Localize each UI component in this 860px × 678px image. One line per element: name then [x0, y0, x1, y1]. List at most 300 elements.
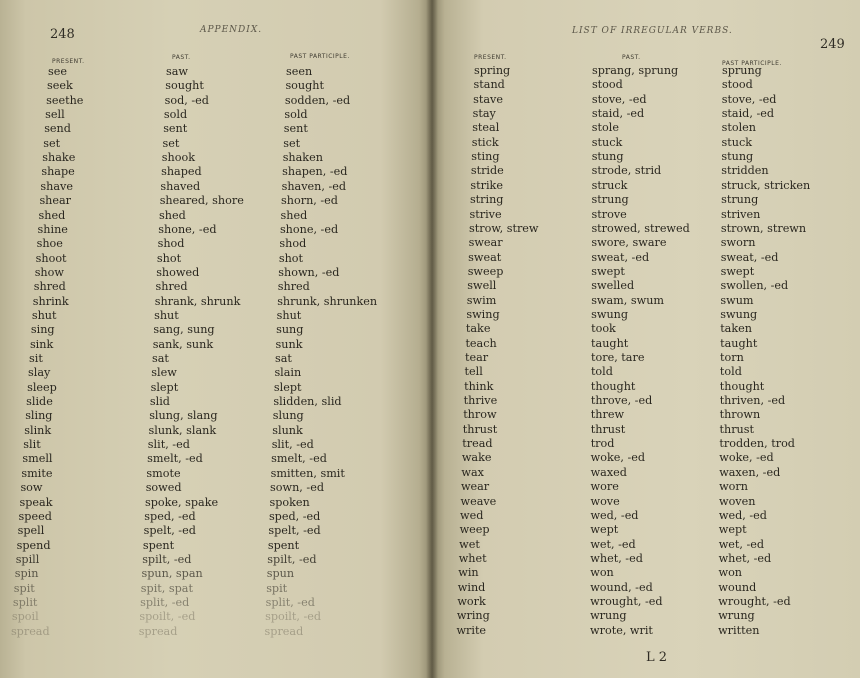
verb-cell-present: shoot	[35, 251, 67, 265]
verb-cell-present: strive	[469, 207, 502, 221]
verb-cell-present: stave	[473, 92, 503, 106]
verb-cell-past-participle: slidden, slid	[273, 395, 342, 409]
verb-cell-past: shod	[157, 237, 185, 251]
verb-cell-past: set	[162, 136, 180, 150]
verb-cell-past: wrought, -ed	[590, 594, 663, 608]
verb-cell-present: spend	[16, 538, 51, 552]
verb-cell-past: shaped	[161, 165, 202, 179]
verb-cell-past-participle: shred	[277, 280, 310, 294]
verb-cell-past-participle: spelt, -ed	[268, 524, 321, 538]
verb-cell-past: told	[590, 365, 613, 379]
verb-cell-past: won	[590, 566, 614, 580]
verb-cell-past-participle: taught	[720, 336, 758, 350]
verb-cell-past-participle: slept	[273, 380, 302, 394]
verb-cell-past: wore	[590, 480, 619, 494]
verb-cell-past: taught	[591, 336, 629, 350]
verb-cell-past-participle: shrunk, shrunken	[277, 294, 378, 308]
verb-row	[0, 180, 432, 194]
verb-cell-present: set	[43, 136, 61, 150]
verb-cell-past-participle: shod	[279, 237, 307, 251]
verb-cell-present: spread	[10, 624, 50, 638]
page-number-right: 249	[820, 37, 845, 52]
verb-cell-past-participle: thriven, -ed	[719, 394, 786, 408]
verb-cell-past: spelt, -ed	[143, 524, 196, 538]
verb-cell-present: shrink	[32, 294, 69, 308]
verb-row	[432, 509, 860, 523]
verb-row	[432, 121, 860, 135]
verb-cell-past: strung	[591, 193, 629, 207]
verb-cell-past-participle: stuck	[721, 135, 752, 149]
verb-cell-past-participle: struck, stricken	[721, 178, 811, 192]
verb-cell-present: tear	[465, 351, 489, 364]
verb-cell-past-participle: staid, -ed	[721, 107, 775, 121]
verb-cell-present: strow, strew	[469, 221, 539, 235]
verb-row	[432, 164, 860, 178]
verb-cell-present: swing	[466, 307, 500, 321]
verb-cell-past-participle: woven	[719, 494, 756, 508]
verb-cell-past: wed, -ed	[590, 508, 639, 522]
verb-cell-past: stove, -ed	[591, 92, 647, 106]
verb-cell-past: sold	[163, 108, 188, 122]
verb-cell-past: wrote, writ	[590, 623, 653, 637]
verb-row	[0, 467, 432, 481]
verb-cell-past-participle: thrown	[719, 408, 761, 422]
verb-cell-past-participle: sprung	[722, 64, 762, 77]
verb-row	[0, 137, 432, 151]
verb-cell-past-participle: written	[718, 623, 760, 637]
verb-cell-past: sheared, shore	[159, 194, 244, 208]
verb-cell-past: sang, sung	[153, 323, 215, 337]
verb-cell-past-participle: spread	[264, 624, 304, 638]
verb-row	[0, 209, 432, 223]
verb-cell-past-participle: spilt, -ed	[267, 552, 317, 566]
verb-row	[0, 165, 432, 179]
verb-row	[0, 352, 432, 366]
verb-cell-past-participle: sped, -ed	[268, 509, 321, 523]
verb-cell-past: sought	[165, 79, 204, 93]
verb-cell-present: seek	[47, 79, 73, 93]
verb-cell-present: stride	[470, 164, 504, 178]
verb-cell-present: thrust	[462, 422, 498, 436]
verb-cell-past-participle: smelt, -ed	[271, 452, 327, 466]
verb-row	[0, 539, 432, 553]
verb-cell-past-participle: seen	[286, 65, 313, 78]
verb-cell-present: throw	[463, 408, 497, 422]
verb-cell-past: strove	[591, 207, 627, 221]
verb-cell-past: thought	[590, 379, 636, 393]
verb-row	[432, 423, 860, 437]
verb-cell-past: slung, slang	[149, 409, 218, 423]
verb-row	[432, 466, 860, 480]
verb-cell-past-participle: swum	[720, 293, 754, 307]
verb-row	[0, 610, 432, 624]
verb-row	[0, 237, 432, 251]
verb-cell-present: wring	[456, 609, 490, 623]
verb-cell-past: saw	[166, 65, 188, 78]
verb-cell-present: shear	[39, 194, 72, 208]
verb-row	[432, 595, 860, 609]
verb-cell-past-participle: wound	[718, 580, 757, 594]
verb-cell-past-participle: taken	[720, 322, 752, 336]
verb-row	[0, 438, 432, 452]
verb-cell-past-participle: swollen, -ed	[720, 279, 789, 293]
verb-cell-past: struck	[591, 178, 628, 192]
verb-cell-past: smelt, -ed	[147, 452, 203, 466]
verb-cell-past-participle: sent	[283, 122, 308, 136]
verb-cell-past-participle: shaven, -ed	[281, 179, 347, 193]
verb-row	[432, 394, 860, 408]
verb-row	[0, 481, 432, 495]
verb-cell-present: wake	[461, 451, 492, 465]
page-number-left: 248	[50, 27, 75, 42]
verb-row	[0, 295, 432, 309]
verb-cell-past-participle: thrust	[719, 422, 754, 436]
verb-row	[0, 94, 432, 108]
verb-cell-past-participle: slit, -ed	[271, 438, 314, 452]
verb-cell-present: spit	[13, 581, 35, 595]
verb-row	[432, 480, 860, 494]
verb-cell-past-participle: wept	[718, 523, 747, 537]
verb-cell-present: split	[12, 595, 38, 609]
verb-row	[0, 395, 432, 409]
verb-cell-past-participle: stridden	[721, 164, 769, 178]
verb-row	[432, 351, 860, 365]
verb-row	[432, 251, 860, 265]
verb-cell-past-participle: shut	[276, 308, 302, 322]
verb-cell-past: showed	[156, 265, 200, 279]
column-header-present-left: PRESENT.	[52, 58, 85, 65]
verb-cell-past: slunk, slank	[148, 423, 217, 437]
verb-cell-present: smite	[21, 466, 53, 480]
verb-row	[0, 280, 432, 294]
verb-cell-present: wed	[460, 508, 484, 522]
verb-cell-present: tread	[462, 437, 493, 451]
verb-cell-past-participle: stolen	[721, 121, 756, 135]
column-header-past-participle-left: PAST PARTICIPLE.	[290, 53, 350, 60]
verb-cell-past-participle: sunk	[275, 337, 303, 351]
verb-cell-past: whet, -ed	[590, 551, 643, 565]
verb-cell-past-participle: woke, -ed	[719, 451, 774, 465]
verb-row	[0, 524, 432, 538]
verb-cell-past: sweat, -ed	[591, 250, 650, 264]
verb-cell-past-participle: sat	[275, 352, 292, 365]
verb-cell-present: sit	[29, 352, 43, 365]
verb-row	[0, 79, 432, 93]
verb-cell-present: sweat	[468, 250, 502, 264]
verb-row	[432, 265, 860, 279]
verb-row	[0, 252, 432, 266]
verb-row	[0, 381, 432, 395]
verb-cell-past-participle: shaken	[282, 151, 323, 165]
verb-cell-present: shut	[31, 308, 57, 322]
verb-row	[432, 136, 860, 150]
verb-row	[432, 552, 860, 566]
verb-cell-present: sweep	[467, 264, 504, 278]
verb-row	[432, 236, 860, 250]
verb-cell-present: spring	[474, 64, 511, 77]
verb-row	[432, 322, 860, 336]
verb-cell-present: think	[464, 379, 494, 393]
verb-cell-past-participle: slain	[274, 366, 302, 380]
column-header-past-left: PAST.	[172, 54, 191, 61]
verb-cell-past: staid, -ed	[591, 107, 645, 121]
verb-cell-past-participle: wrung	[718, 609, 755, 623]
verb-row	[0, 366, 432, 380]
verb-cell-past-participle: striven	[721, 207, 761, 221]
verb-cell-past: shrank, shrunk	[154, 294, 241, 308]
verb-cell-past-participle: whet, -ed	[718, 551, 772, 565]
verb-cell-present: swell	[467, 279, 497, 293]
verb-row	[0, 409, 432, 423]
verb-cell-past-participle: shapen, -ed	[282, 165, 348, 179]
verb-cell-present: speed	[18, 509, 52, 523]
verb-cell-present: sling	[25, 409, 53, 423]
verb-cell-past-participle: sought	[285, 79, 324, 93]
verb-cell-past: thrust	[590, 422, 626, 436]
verb-cell-present: send	[44, 122, 71, 136]
verb-cell-past: slit, -ed	[147, 438, 190, 452]
verb-cell-past-participle: shed	[280, 208, 308, 222]
verb-cell-past: spoke, spake	[145, 495, 219, 509]
verb-cell-past-participle: worn	[719, 480, 748, 494]
verb-cell-past: stood	[591, 78, 623, 92]
verb-cell-present: shed	[38, 208, 66, 222]
verb-cell-present: wax	[461, 465, 484, 479]
verb-cell-present: slit	[23, 438, 41, 452]
verb-cell-past: spun, span	[141, 567, 203, 581]
verb-row	[432, 538, 860, 552]
verb-row	[432, 380, 860, 394]
verb-cell-past: sank, sunk	[152, 337, 214, 351]
verb-cell-past: spit, spat	[140, 581, 193, 595]
verb-cell-past-participle: torn	[720, 351, 744, 364]
verb-cell-present: write	[456, 623, 487, 637]
verb-cell-past: shone, -ed	[158, 222, 217, 236]
verb-cell-past: wound, -ed	[590, 580, 653, 594]
verb-cell-past: shred	[155, 280, 188, 294]
verb-row	[432, 365, 860, 379]
verb-cell-present: spill	[15, 552, 40, 566]
verb-cell-present: teach	[465, 336, 497, 350]
verb-cell-past: wove	[590, 494, 620, 508]
verb-row	[0, 223, 432, 237]
verb-cell-present: spoil	[11, 610, 39, 624]
right-page	[432, 0, 860, 678]
verb-cell-present: swim	[466, 293, 497, 307]
verb-cell-past-participle: slung	[272, 409, 304, 423]
verb-cell-present: sow	[20, 481, 43, 495]
verb-cell-present: see	[48, 65, 67, 78]
verb-cell-present: slide	[26, 395, 53, 409]
verb-cell-past: wept	[590, 523, 619, 537]
verb-cell-present: sting	[471, 150, 500, 164]
verb-cell-present: spin	[14, 567, 39, 581]
verb-cell-past: swung	[591, 307, 629, 321]
verb-cell-past: swept	[591, 264, 625, 278]
verb-row	[432, 208, 860, 222]
verb-cell-past-participle: sold	[284, 108, 308, 122]
verb-cell-past: wet, -ed	[590, 537, 636, 551]
verb-cell-past-participle: sung	[276, 323, 304, 337]
verb-row	[0, 323, 432, 337]
verb-cell-past: sat	[152, 352, 169, 365]
verb-cell-present: sink	[29, 337, 54, 351]
verb-row	[432, 308, 860, 322]
verb-cell-past: shed	[159, 208, 186, 222]
verb-row	[432, 408, 860, 422]
verb-cell-present: weep	[459, 523, 490, 537]
verb-cell-past-participle: stung	[721, 150, 754, 164]
verb-cell-present: shake	[42, 151, 76, 165]
verb-cell-present: sleep	[27, 380, 57, 394]
verb-cell-past-participle: slunk	[272, 423, 303, 437]
verb-cell-past-participle: spit	[266, 581, 288, 595]
book-gutter	[426, 0, 438, 678]
verb-row	[0, 596, 432, 610]
verb-row	[0, 122, 432, 136]
verb-cell-past: slept	[150, 380, 179, 394]
verb-row	[432, 581, 860, 595]
verb-cell-past-participle: wrought, -ed	[718, 594, 791, 608]
verb-cell-past: tore, tare	[591, 351, 645, 364]
running-head-left: APPENDIX.	[200, 25, 263, 35]
verb-cell-past: smote	[146, 466, 181, 480]
verb-row	[432, 437, 860, 451]
verb-row	[0, 151, 432, 165]
verb-cell-present: take	[465, 322, 491, 336]
verb-cell-past-participle: split, -ed	[265, 595, 315, 609]
verb-cell-past: sod, -ed	[164, 93, 209, 107]
verb-cell-past-participle: swept	[720, 264, 755, 278]
verb-cell-past-participle: set	[283, 136, 301, 150]
verb-cell-past-participle: wed, -ed	[718, 508, 767, 522]
verb-cell-past-participle: sworn	[720, 236, 756, 250]
verb-row	[432, 451, 860, 465]
verb-cell-past-participle: shorn, -ed	[281, 194, 338, 208]
verb-row	[0, 266, 432, 280]
verb-cell-past-participle: sown, -ed	[270, 481, 324, 495]
verb-cell-past: shut	[154, 308, 179, 322]
verb-cell-past: spilt, -ed	[142, 552, 192, 566]
verb-cell-past: wrung	[590, 609, 627, 623]
verb-cell-past-participle: told	[719, 365, 742, 379]
verb-cell-past: sped, -ed	[144, 509, 196, 523]
verb-cell-present: steal	[472, 121, 500, 135]
verb-cell-past: sprang, sprung	[592, 64, 679, 77]
verb-cell-past: swam, swum	[591, 293, 665, 307]
verb-cell-past-participle: spent	[267, 538, 300, 552]
column-header-past-participle-right: PAST PARTICIPLE.	[722, 60, 782, 67]
verb-cell-present: string	[469, 193, 504, 207]
verb-cell-past-participle: spoken	[269, 495, 310, 509]
verb-cell-past-participle: wet, -ed	[718, 537, 765, 551]
verb-cell-present: strike	[470, 178, 503, 192]
verb-cell-present: wear	[460, 480, 490, 494]
verb-cell-past-participle: strown, strewn	[720, 221, 807, 235]
verb-cell-present: swear	[468, 236, 503, 250]
verb-cell-past: spoilt, -ed	[139, 610, 196, 624]
verb-cell-present: thrive	[463, 394, 498, 408]
verb-cell-past: threw	[590, 408, 625, 422]
verb-cell-past: shot	[156, 251, 182, 265]
verb-cell-present: show	[34, 265, 64, 279]
verb-row	[0, 194, 432, 208]
verb-cell-past: swore, sware	[591, 236, 667, 250]
verb-row	[0, 424, 432, 438]
verb-row	[432, 523, 860, 537]
verb-row	[432, 179, 860, 193]
verb-cell-present: speak	[19, 495, 53, 509]
verb-cell-past-participle: strung	[721, 193, 759, 207]
verb-cell-past: strowed, strewed	[591, 221, 690, 235]
verb-cell-past: strode, strid	[591, 164, 662, 178]
verb-row	[0, 553, 432, 567]
verb-cell-past-participle: won	[718, 566, 743, 580]
verb-cell-past: slid	[149, 395, 170, 409]
verb-cell-present: shred	[33, 280, 66, 294]
verb-cell-present: tell	[464, 365, 483, 379]
verb-cell-present: work	[457, 594, 486, 608]
verb-row	[432, 93, 860, 107]
verb-cell-present: stand	[473, 78, 505, 92]
verb-cell-past-participle: shown, -ed	[278, 265, 340, 279]
verb-row	[432, 566, 860, 580]
verb-cell-past: stuck	[591, 135, 623, 149]
verb-cell-present: spell	[17, 524, 45, 538]
verb-row	[0, 309, 432, 323]
verb-cell-past: waxed	[590, 465, 627, 479]
verb-cell-past: woke, -ed	[590, 451, 646, 465]
verb-cell-present: whet	[458, 551, 487, 565]
verb-cell-present: sing	[30, 323, 55, 337]
verb-cell-present: shape	[41, 165, 75, 179]
verb-cell-past-participle: stove, -ed	[721, 92, 777, 106]
verb-cell-past-participle: waxen, -ed	[719, 465, 781, 479]
verb-cell-past: slew	[151, 366, 177, 380]
verb-cell-present: wind	[457, 580, 486, 594]
verb-cell-past-participle: trodden, trod	[719, 437, 795, 451]
verb-row	[0, 510, 432, 524]
verb-cell-past: took	[591, 322, 616, 336]
verb-row	[432, 337, 860, 351]
verb-row	[432, 624, 860, 638]
verb-cell-past: split, -ed	[140, 595, 190, 609]
verb-row	[432, 78, 860, 92]
verb-cell-present: win	[458, 566, 479, 580]
verb-row	[0, 338, 432, 352]
verb-row	[0, 496, 432, 510]
verb-cell-past-participle: sweat, -ed	[720, 250, 779, 264]
verb-row	[0, 582, 432, 596]
verb-row	[432, 222, 860, 236]
column-header-past-right: PAST.	[622, 54, 641, 61]
verb-row	[0, 108, 432, 122]
verb-cell-present: seethe	[46, 93, 84, 107]
verb-cell-present: smell	[22, 452, 53, 466]
signature-mark: L 2	[646, 650, 668, 665]
verb-cell-present: shave	[40, 179, 73, 193]
verb-row	[432, 294, 860, 308]
verb-cell-past: stole	[591, 121, 619, 135]
verb-cell-present: slink	[24, 423, 52, 437]
verb-cell-past-participle: shone, -ed	[279, 222, 339, 236]
verb-cell-past-participle: smitten, smit	[270, 466, 345, 480]
verb-row	[0, 567, 432, 581]
verb-row	[0, 625, 432, 639]
verb-cell-past: swelled	[591, 279, 635, 293]
verb-row	[432, 609, 860, 623]
verb-cell-present: stick	[471, 135, 499, 149]
